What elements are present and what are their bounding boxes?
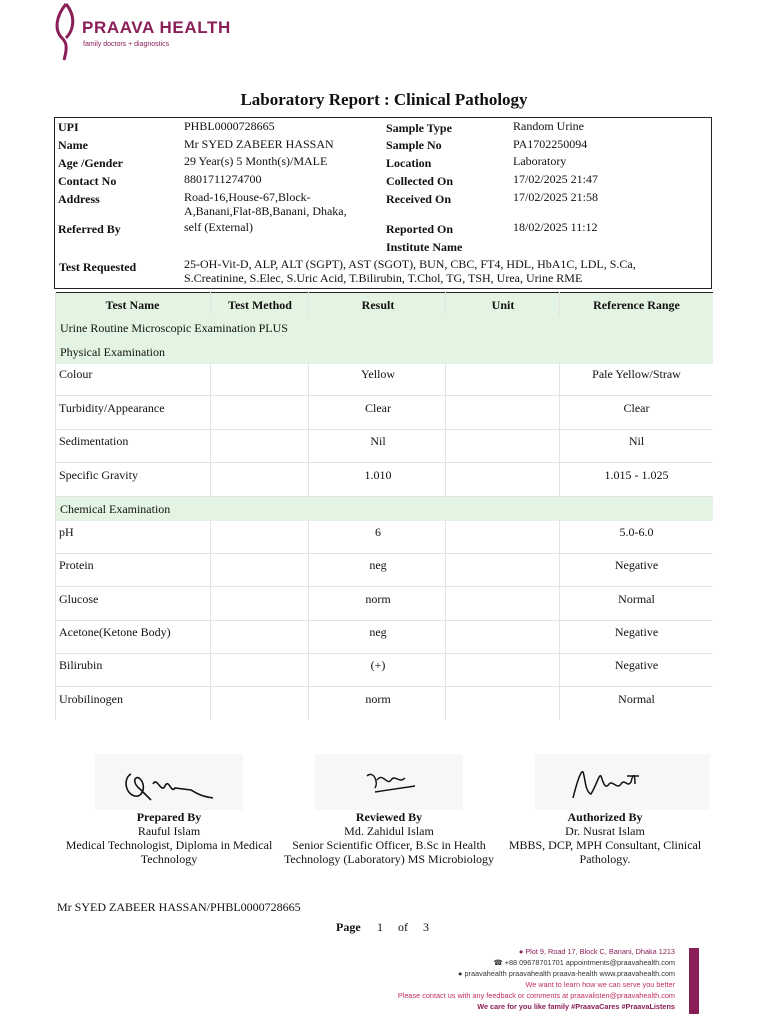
test-result: Nil xyxy=(370,434,386,448)
panel-title-row xyxy=(55,316,713,340)
table-row xyxy=(55,520,713,554)
collected-value: 17/02/2025 21:47 xyxy=(513,172,599,186)
table-row xyxy=(55,429,713,463)
praava-logo xyxy=(52,2,232,64)
results-table-header xyxy=(55,292,713,317)
col-test-name: Test Name xyxy=(105,298,160,312)
test-result: 6 xyxy=(375,525,381,539)
contact-value: 8801711274700 xyxy=(184,172,262,186)
test-name: Protein xyxy=(59,558,94,572)
test-name: Urobilinogen xyxy=(59,692,123,706)
test-reference-range: Negative xyxy=(614,625,659,639)
collected-label: Collected On xyxy=(386,174,453,188)
section-physical-title: Physical Examination xyxy=(60,345,165,359)
reviewed-by-title-1: Senior Scientific Officer, B.Sc in Health xyxy=(292,838,486,852)
page-label: Page xyxy=(336,920,361,934)
brand-tagline: family doctors + diagnostics xyxy=(83,41,170,48)
tests-requested-line-2: S.Creatinine, S.Elec, S.Uric Acid, T.Bilirubin, T.Chol, TG, TSH, Urea, Urine RME xyxy=(184,271,583,285)
col-test-method: Test Method xyxy=(228,298,292,312)
test-name: Sedimentation xyxy=(59,434,129,448)
address-line-1: Road-16,House-67,Block- xyxy=(184,190,311,204)
upi-value: PHBL0000728665 xyxy=(184,119,275,133)
contact-learn: We want to learn how we can serve you better xyxy=(525,980,675,989)
table-row xyxy=(55,687,713,720)
institute-label: Institute Name xyxy=(386,240,463,254)
col-unit: Unit xyxy=(491,298,515,312)
contact-address: ● Plot 9, Road 17, Block C, Banani, Dhaka 1213 xyxy=(518,947,675,956)
test-reference-range: Clear xyxy=(623,401,650,415)
contact-phone-email: ☎ +88 09678701701 appointments@praavahealth.com xyxy=(493,958,675,967)
panel-title: Urine Routine Microscopic Examination PLUS xyxy=(60,321,288,335)
name-label: Name xyxy=(58,138,88,152)
reviewed-signature xyxy=(315,754,463,810)
test-name: Turbidity/Appearance xyxy=(59,401,165,415)
table-divider xyxy=(559,292,560,316)
test-result: Clear xyxy=(365,401,391,415)
test-reference-range: Negative xyxy=(614,658,659,672)
reviewed-by-block xyxy=(279,810,499,866)
col-reference-range: Reference Range xyxy=(593,298,680,312)
footer-patient-ref: Mr SYED ZABEER HASSAN/PHBL0000728665 xyxy=(57,900,301,914)
contact-social: ● praavahealth praavahealth praava-health www.praavahealth.com xyxy=(458,969,675,978)
test-result: Yellow xyxy=(360,367,396,381)
table-divider xyxy=(445,362,446,496)
section-chemical-row xyxy=(55,497,713,521)
table-divider xyxy=(308,520,309,720)
age-gender-label: Age /Gender xyxy=(58,156,123,170)
table-row xyxy=(55,396,713,430)
page-number: 1 xyxy=(377,920,383,934)
sample-no-value: PA1702250094 xyxy=(513,137,588,151)
test-result: neg xyxy=(369,558,387,572)
report-title: Laboratory Report : Clinical Pathology xyxy=(240,90,528,109)
table-divider xyxy=(559,520,560,720)
table-row xyxy=(55,362,713,396)
prepared-by-block xyxy=(60,810,278,866)
praava-leaf-icon xyxy=(52,2,82,64)
table-divider xyxy=(210,362,211,496)
referred-value: self (External) xyxy=(184,220,253,234)
prepared-by-name: Rauful Islam xyxy=(137,824,201,838)
contact-label: Contact No xyxy=(58,174,117,188)
phone-icon: ☎ xyxy=(493,958,505,967)
test-result: (+) xyxy=(370,658,386,672)
table-divider xyxy=(445,292,446,316)
test-name: pH xyxy=(59,525,74,539)
map-pin-icon: ● xyxy=(518,947,526,956)
section-physical-row xyxy=(55,340,713,364)
table-row xyxy=(55,553,713,587)
tests-requested-line-1: 25-OH-Vit-D, ALP, ALT (SGPT), AST (SGOT), BUN, CBC, FT4, HDL, HbA1C, LDL, S.Ca, xyxy=(184,257,636,271)
table-row xyxy=(55,620,713,654)
upi-label: UPI xyxy=(58,120,79,134)
sample-type-label: Sample Type xyxy=(386,121,452,135)
name-value: Mr SYED ZABEER HASSAN xyxy=(184,137,334,151)
address-label: Address xyxy=(58,192,100,206)
test-reference-range: 1.015 - 1.025 xyxy=(604,468,669,482)
test-name: Colour xyxy=(59,367,93,381)
sample-no-label: Sample No xyxy=(386,138,442,152)
social-icon: ● xyxy=(458,969,465,978)
sample-type-value: Random Urine xyxy=(513,119,584,133)
table-divider xyxy=(308,292,309,316)
test-name: Acetone(Ketone Body) xyxy=(59,625,171,639)
authorized-by-name: Dr. Nusrat Islam xyxy=(565,824,645,838)
table-divider xyxy=(210,292,211,316)
reviewed-by-label: Reviewed By xyxy=(355,810,423,824)
page-of-label: of xyxy=(398,920,408,934)
age-gender-value: 29 Year(s) 5 Month(s)/MALE xyxy=(184,154,328,168)
received-label: Received On xyxy=(386,192,451,206)
reported-label: Reported On xyxy=(386,222,453,236)
table-border-left xyxy=(55,292,56,720)
table-row xyxy=(55,653,713,687)
brand-color-bar xyxy=(689,948,699,1014)
authorized-by-block xyxy=(502,810,708,866)
test-result: 1.010 xyxy=(364,468,392,482)
col-result: Result xyxy=(361,298,395,312)
test-reference-range: Nil xyxy=(628,434,645,448)
contact-feedback: Please contact us with any feedback or comments at praavalisten@praavahealth.com xyxy=(397,991,675,1000)
test-name: Bilirubin xyxy=(59,658,103,672)
contact-tagline: We care for you like family #PraavaCares #PraavaListens xyxy=(477,1002,675,1011)
test-result: neg xyxy=(369,625,387,639)
prepared-by-label: Prepared By xyxy=(136,810,202,824)
referred-label: Referred By xyxy=(58,222,121,236)
test-reference-range: Negative xyxy=(614,558,659,572)
prepared-by-title-2: Technology xyxy=(140,852,198,866)
location-value: Laboratory xyxy=(513,154,567,168)
test-reference-range: 5.0-6.0 xyxy=(619,525,654,539)
table-divider xyxy=(559,362,560,496)
address-line-2: A,Banani,Flat-8B,Banani, Dhaka, xyxy=(184,204,347,218)
authorized-by-title-2: Pathology. xyxy=(579,852,631,866)
test-name: Specific Gravity xyxy=(59,468,138,482)
table-row xyxy=(55,587,713,621)
table-divider xyxy=(445,520,446,720)
reviewed-by-title-2: Technology (Laboratory) MS Microbiology xyxy=(283,852,495,866)
test-reference-range: Pale Yellow/Straw xyxy=(592,367,681,381)
test-result: norm xyxy=(365,592,391,606)
brand-name: PRAAVA HEALTH xyxy=(82,18,231,37)
test-reference-range: Normal xyxy=(618,692,655,706)
tests-requested-label: Test Requested xyxy=(59,260,137,274)
received-value: 17/02/2025 21:58 xyxy=(513,190,599,204)
test-name: Glucose xyxy=(59,592,99,606)
reviewed-by-name: Md. Zahidul Islam xyxy=(344,824,434,838)
table-row xyxy=(55,463,713,497)
table-divider xyxy=(308,362,309,496)
section-chemical-title: Chemical Examination xyxy=(60,502,171,516)
test-result: norm xyxy=(365,692,391,706)
prepared-signature xyxy=(95,754,243,810)
test-reference-range: Normal xyxy=(618,592,655,606)
page-total: 3 xyxy=(423,920,429,934)
reported-value: 18/02/2025 11:12 xyxy=(513,220,598,234)
authorized-by-title-1: MBBS, DCP, MPH Consultant, Clinical xyxy=(508,838,702,852)
table-divider xyxy=(210,520,211,720)
location-label: Location xyxy=(386,156,432,170)
authorized-by-label: Authorized By xyxy=(567,810,643,824)
authorized-signature xyxy=(535,754,710,810)
prepared-by-title-1: Medical Technologist, Diploma in Medical xyxy=(65,838,273,852)
